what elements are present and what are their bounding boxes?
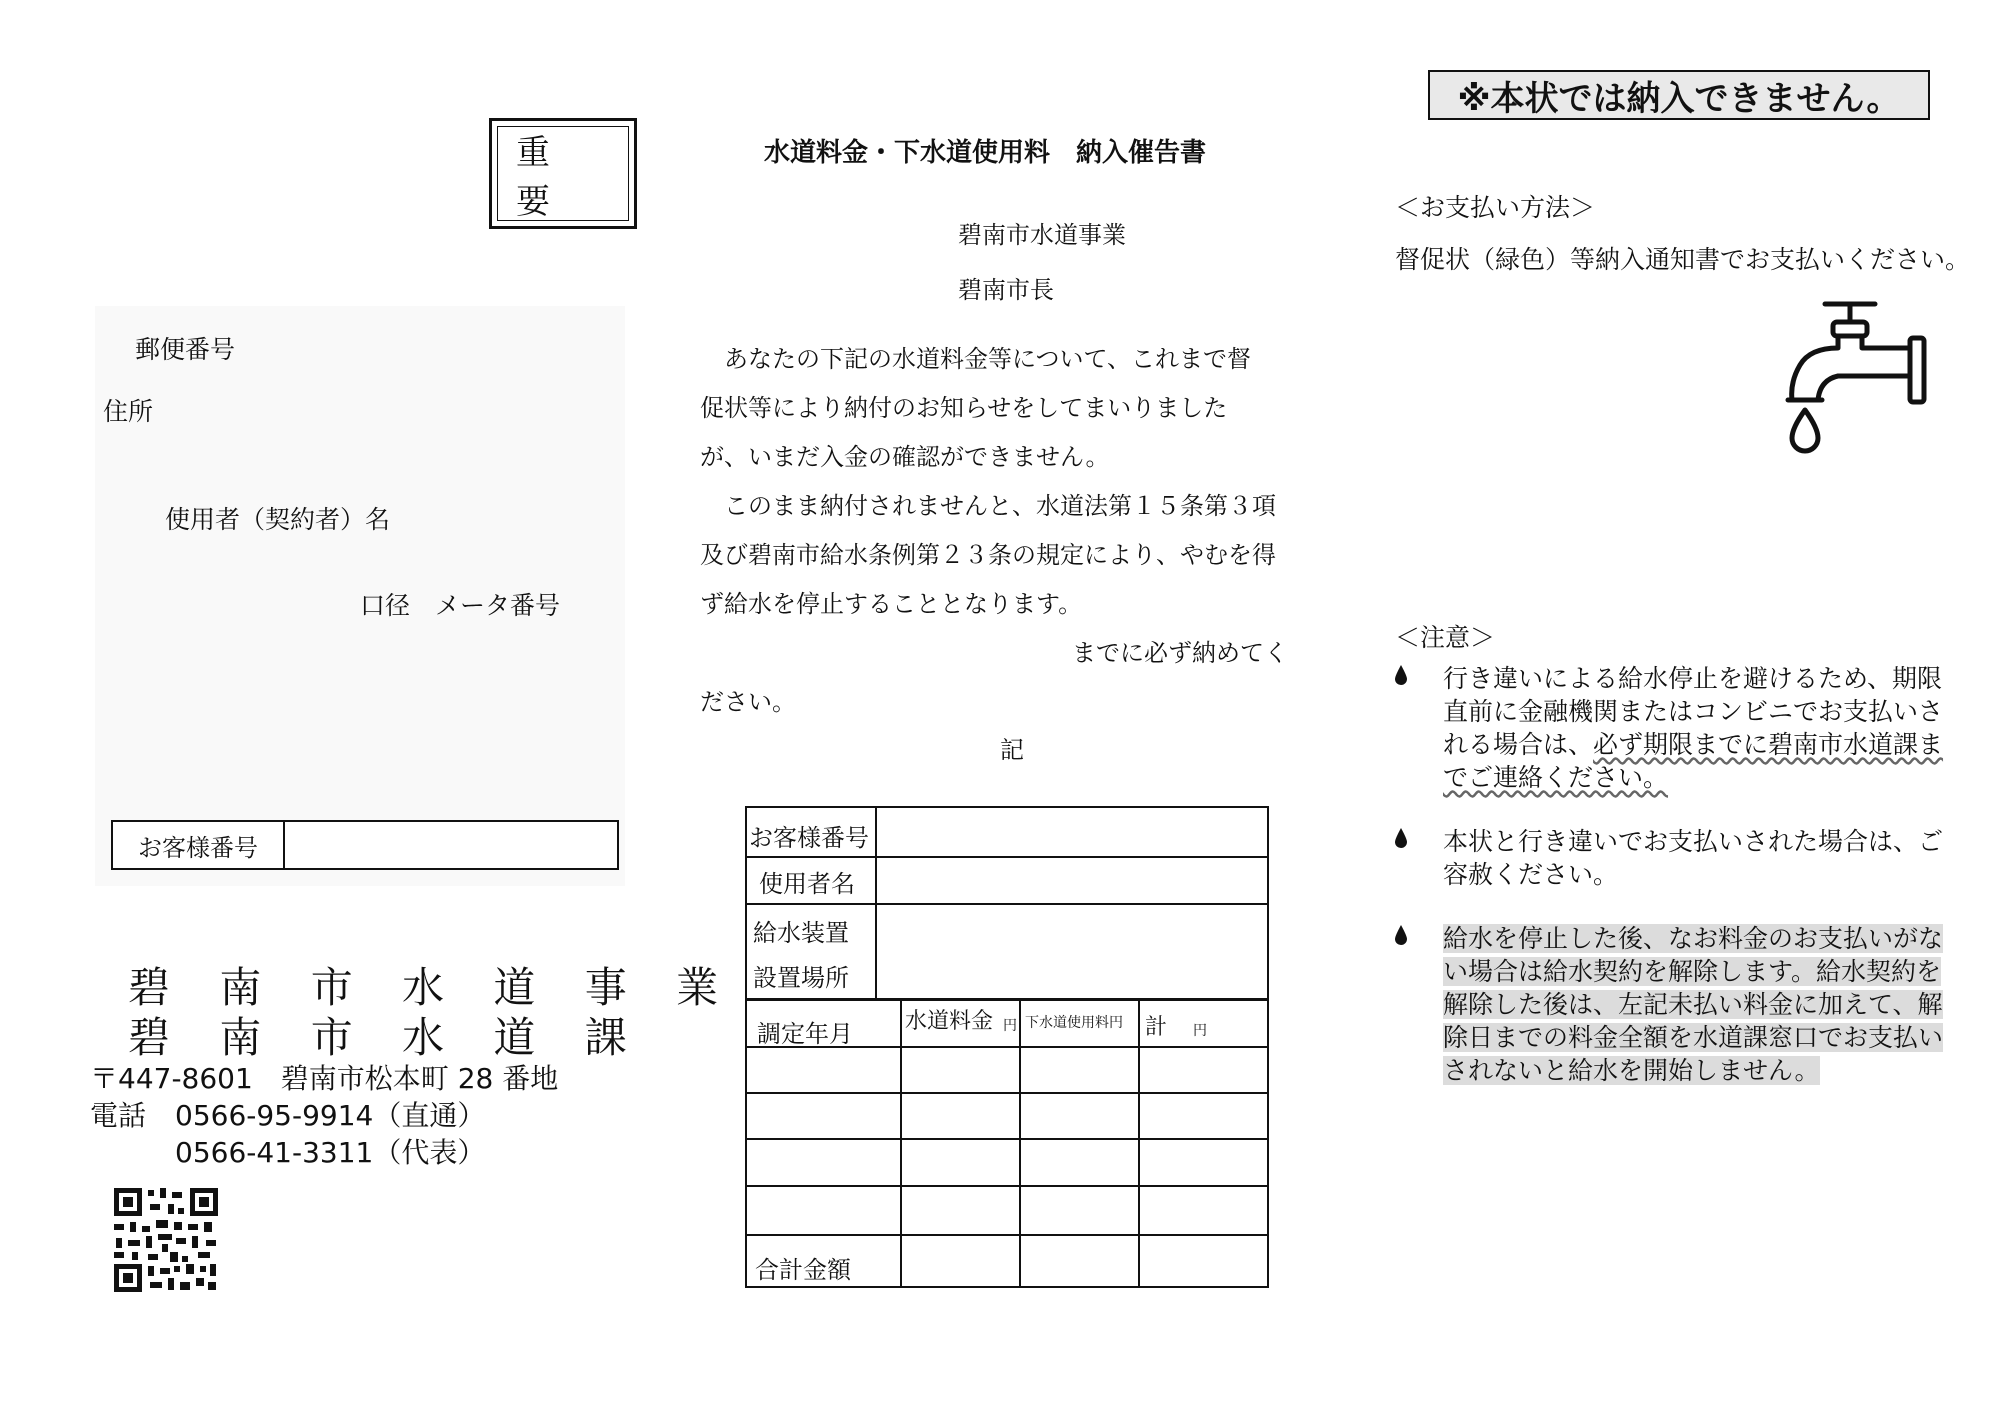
grand-total-label: 合計金額: [755, 1256, 851, 1284]
cannot-pay-banner: ※本状では納入できません。: [1428, 70, 1930, 120]
body-line: 促状等により納付のお知らせをしてまいりました: [700, 394, 1228, 422]
body-line: までに必ず納めてく: [1072, 639, 1288, 667]
notice-body: [700, 335, 1320, 727]
note-line: 除日までの料金全額を水道課窓口でお支払い: [1443, 1023, 1944, 1052]
body-line: あなたの下記の水道料金等について、これまで督: [700, 345, 1252, 373]
phone-label: 電話: [90, 1099, 147, 1132]
body-line: が、いまだ入金の確認ができません。: [700, 443, 1110, 471]
note-line: 容赦ください。: [1443, 860, 1619, 889]
note-line: 直前に金融機関またはコンビニでお支払いさ: [1443, 697, 1944, 726]
note-emphasis: 必ず期限までに碧南市水道課ま: [1593, 730, 1944, 759]
note-line: されないと給水を開始しません。: [1443, 1056, 1820, 1085]
payment-method-text: 督促状（緑色）等納入通知書でお支払いください。: [1395, 245, 1971, 274]
phone-direct: 0566-95-9914（直通）: [175, 1099, 486, 1132]
total-unit: 円: [1193, 1023, 1207, 1039]
drop-bullet-icon: [1393, 924, 1409, 946]
qr-code[interactable]: [112, 1186, 220, 1294]
body-line: ださい。: [700, 688, 796, 716]
issuer-mayor: 碧南市長: [958, 276, 1054, 304]
note-text: れる場合は、: [1443, 730, 1594, 759]
billing-details-table: [745, 806, 1269, 1288]
notice-title: 水道料金・下水道使用料 納入催告書: [764, 138, 1207, 168]
water-fee-header: 水道料金: [905, 1009, 994, 1034]
sewer-fee-header: 下水道使用料円: [1025, 1015, 1123, 1031]
customer-number-box: [111, 820, 619, 870]
address-label: 住所: [103, 397, 154, 426]
water-fee-unit: 円: [1003, 1018, 1017, 1034]
dept-name-line1: 碧 南 市 水 道 事 業: [128, 963, 737, 1012]
important-label: 重 要: [497, 126, 629, 221]
postal-code-label: 郵便番号: [135, 335, 236, 364]
supply-location-header-1: 給水装置: [753, 919, 849, 947]
body-line: ず給水を停止することとなります。: [700, 590, 1083, 618]
note-item: [1393, 922, 1983, 1087]
meter-number-label: 口径 メータ番号: [360, 591, 561, 620]
note-line: 給水を停止した後、なお料金のお支払いがな: [1443, 924, 1944, 953]
note-line: 行き違いによる給水停止を避けるため、期限: [1443, 664, 1943, 693]
user-name-label: 使用者（契約者）名: [165, 505, 391, 534]
note-item: [1393, 825, 1983, 891]
important-stamp: [489, 118, 637, 229]
note-line: い場合は給水契約を解除します。給水契約を: [1443, 957, 1942, 986]
body-line: このまま納付されませんと、水道法第１５条第３項: [700, 492, 1276, 520]
phone-main: 0566-41-3311（代表）: [175, 1136, 486, 1169]
note-line: 解除した後は、左記未払い料金に加えて、解: [1443, 990, 1943, 1019]
customer-number-label: お客様番号: [113, 822, 285, 868]
payment-method-heading: ＜お支払い方法＞: [1395, 193, 1596, 222]
customer-number-header: お客様番号: [749, 824, 869, 852]
notes-heading: ＜注意＞: [1395, 623, 1496, 652]
note-emphasis: でご連絡ください。: [1443, 763, 1669, 792]
body-line: 及び碧南市給水条例第２３条の規定により、やむを得: [700, 541, 1276, 569]
note-line: [1443, 728, 1983, 761]
issuer-org: 碧南市水道事業: [958, 221, 1126, 249]
contact-address: 〒447-8601 碧南市松本町 28 番地: [90, 1062, 559, 1095]
user-name-header: 使用者名: [759, 870, 855, 898]
faucet-icon: [1770, 290, 1945, 465]
note-line: 本状と行き違いでお支払いされた場合は、ご: [1443, 827, 1944, 856]
total-header: 計: [1145, 1015, 1168, 1040]
drop-bullet-icon: [1393, 827, 1409, 849]
ki-label: 記: [1000, 736, 1024, 764]
drop-bullet-icon: [1393, 664, 1409, 686]
dept-name-line2: 碧 南 市 水 道 課: [128, 1013, 645, 1062]
note-item: [1393, 662, 1983, 794]
period-header: 調定年月: [757, 1020, 853, 1048]
supply-location-header-2: 設置場所: [753, 964, 849, 992]
